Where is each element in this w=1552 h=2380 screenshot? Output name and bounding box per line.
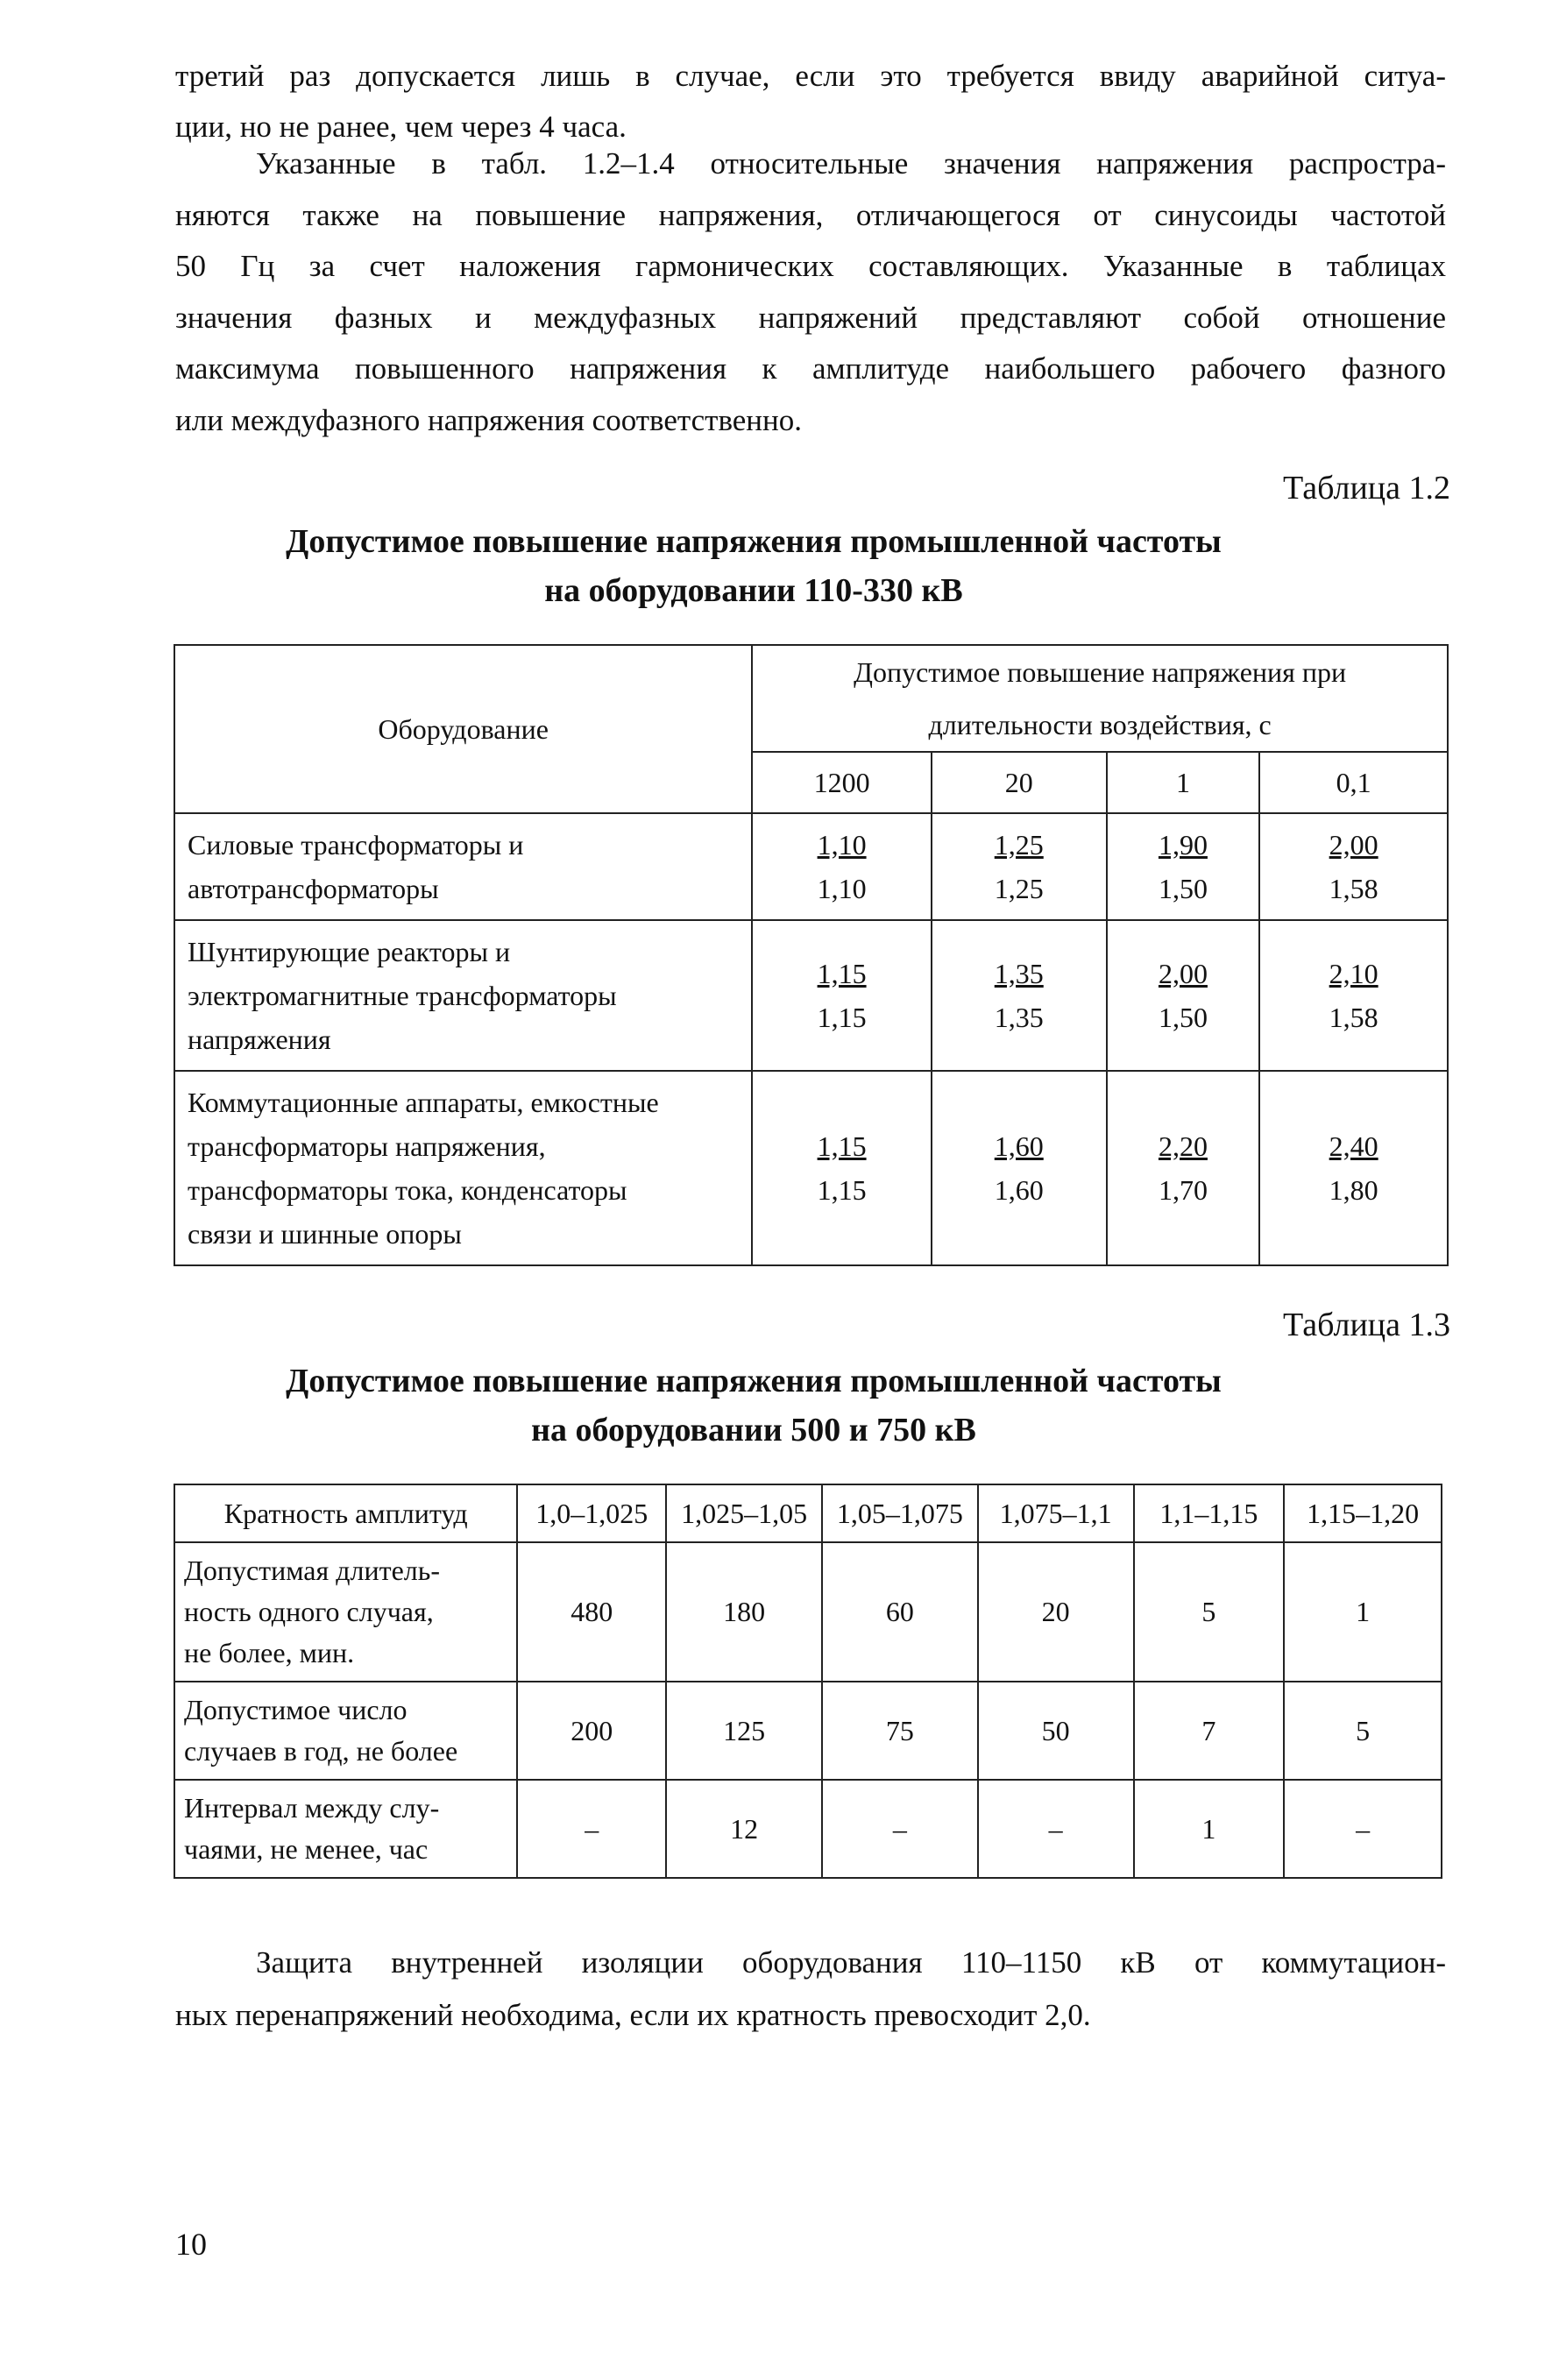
line-value: 1,50	[1158, 873, 1208, 904]
column-header: 1,1–1,15	[1134, 1484, 1285, 1542]
value-cell: 12	[666, 1780, 822, 1878]
line-value: 1,10	[817, 873, 867, 904]
text-line: Защита внутренней изоляции оборудования 110–1150 кВ от коммутацион-	[256, 1945, 1446, 1980]
phase-value: 2,10	[1329, 958, 1378, 989]
value-cell: –	[978, 1780, 1134, 1878]
value-cell: –	[822, 1780, 978, 1878]
text-line: Указанные в табл. 1.2–1.4 относительные значения напряжения распростра-	[256, 146, 1446, 181]
header-line: длительности воздействия, с	[928, 709, 1272, 740]
body-paragraph	[175, 138, 1446, 446]
duration-cell: 0,1	[1259, 752, 1448, 813]
line-value: 1,70	[1158, 1174, 1208, 1206]
value-cell: 5	[1284, 1682, 1442, 1780]
column-header: 1,15–1,20	[1284, 1484, 1442, 1542]
header-label-cell: Кратность амплитуд	[174, 1484, 517, 1542]
duration-cell: 1200	[752, 752, 932, 813]
phase-value: 2,00	[1329, 829, 1378, 861]
value-cell: 180	[666, 1542, 822, 1682]
row-label-cell	[174, 1682, 517, 1780]
table-row	[174, 813, 1448, 920]
column-header: 1,0–1,025	[517, 1484, 666, 1542]
table-row	[174, 1780, 1442, 1878]
value-cell: 7	[1134, 1682, 1285, 1780]
column-header: 1,05–1,075	[822, 1484, 978, 1542]
phase-value: 1,90	[1158, 829, 1208, 861]
line-value: 1,60	[994, 1174, 1044, 1206]
duration-cell: 20	[932, 752, 1107, 813]
row-label-line: Допустимая длитель-	[184, 1555, 440, 1586]
duration-cell: 1	[1107, 752, 1260, 813]
line-value: 1,58	[1329, 873, 1378, 904]
line-value: 1,58	[1329, 1002, 1378, 1033]
value-cell: 50	[978, 1682, 1134, 1780]
value-cell	[752, 813, 932, 920]
equipment-cell	[174, 920, 752, 1071]
text-line: значения фазных и междуфазных напряжений представляют собой отношение	[175, 300, 1446, 335]
equipment-line: Коммутационные аппараты, емкостные	[188, 1087, 659, 1118]
equipment-cell	[174, 1071, 752, 1265]
equipment-line: автотрансформаторы	[188, 873, 439, 904]
text-line: третий раз допускается лишь в случае, если это требуется ввиду аварийной ситуа-	[175, 59, 1446, 93]
text-line: няются также на повышение напряжения, отличающегося от синусоиды частотой	[175, 197, 1446, 232]
equipment-line: напряжения	[188, 1024, 331, 1055]
table-row	[174, 1542, 1442, 1682]
table-row	[174, 1071, 1448, 1265]
table-title-line: Допустимое повышение напряжения промышленной частоты	[286, 523, 1222, 560]
phase-value: 2,00	[1158, 958, 1208, 989]
column-header: 1,025–1,05	[666, 1484, 822, 1542]
line-value: 1,25	[994, 873, 1044, 904]
duration-group-header	[752, 645, 1448, 752]
value-cell: 125	[666, 1682, 822, 1780]
equipment-header: Оборудование	[174, 645, 752, 813]
table-label: Таблица 1.2	[1282, 470, 1450, 506]
table-title-line: на оборудовании 500 и 750 кВ	[531, 1412, 976, 1449]
equipment-line: Шунтирующие реакторы и	[188, 936, 511, 967]
line-value: 1,50	[1158, 1002, 1208, 1033]
table-label: Таблица 1.3	[1282, 1307, 1450, 1343]
page-number: 10	[175, 2227, 207, 2262]
value-cell	[1107, 813, 1260, 920]
equipment-line: Силовые трансформаторы и	[188, 829, 524, 861]
row-label-line: Интервал между слу-	[184, 1792, 440, 1824]
column-header: 1,075–1,1	[978, 1484, 1134, 1542]
value-cell	[752, 920, 932, 1071]
row-label-line: не более, мин.	[184, 1637, 355, 1668]
value-cell: 20	[978, 1542, 1134, 1682]
equipment-cell	[174, 813, 752, 920]
value-cell	[752, 1071, 932, 1265]
phase-value: 1,15	[817, 1130, 867, 1162]
value-cell	[1259, 1071, 1448, 1265]
value-cell: 1	[1284, 1542, 1442, 1682]
value-cell: 60	[822, 1542, 978, 1682]
table-title-line: на оборудовании 110-330 кВ	[544, 572, 963, 609]
value-cell: –	[517, 1780, 666, 1878]
phase-value: 2,20	[1158, 1130, 1208, 1162]
row-label-line: ность одного случая,	[184, 1596, 434, 1627]
line-value: 1,35	[994, 1002, 1044, 1033]
phase-value: 1,15	[817, 958, 867, 989]
header-line: Допустимое повышение напряжения при	[854, 656, 1347, 688]
text-line: ных перенапряжений необходима, если их кратность превосходит 2,0.	[175, 1998, 1091, 2032]
text-line: ции, но не ранее, чем через 4 часа.	[175, 110, 627, 144]
row-label-line: чаями, не менее, час	[184, 1833, 429, 1865]
value-cell	[1107, 920, 1260, 1071]
value-cell: –	[1284, 1780, 1442, 1878]
row-label-cell	[174, 1780, 517, 1878]
row-label-line: случаев в год, не более	[184, 1735, 458, 1767]
value-cell: 75	[822, 1682, 978, 1780]
value-cell	[1107, 1071, 1260, 1265]
table-title	[171, 1356, 1336, 1455]
value-cell	[1259, 813, 1448, 920]
row-label-line: Допустимое число	[184, 1694, 407, 1725]
value-cell	[932, 813, 1107, 920]
table-row	[174, 1682, 1442, 1780]
phase-value: 1,10	[817, 829, 867, 861]
phase-value: 1,60	[994, 1130, 1044, 1162]
value-cell: 200	[517, 1682, 666, 1780]
intro-paragraph	[175, 51, 1446, 152]
value-cell	[932, 1071, 1107, 1265]
conclusion-paragraph	[175, 1937, 1446, 2042]
voltage-table-500-750	[174, 1484, 1442, 1879]
line-value: 1,15	[817, 1174, 867, 1206]
line-value: 1,15	[817, 1002, 867, 1033]
value-cell: 480	[517, 1542, 666, 1682]
value-cell: 1	[1134, 1780, 1285, 1878]
table-row	[174, 920, 1448, 1071]
text-line: или междуфазного напряжения соответственно.	[175, 402, 803, 437]
value-cell	[1259, 920, 1448, 1071]
equipment-line: трансформаторы напряжения,	[188, 1130, 546, 1162]
phase-value: 1,35	[994, 958, 1044, 989]
equipment-line: трансформаторы тока, конденсаторы	[188, 1174, 627, 1206]
phase-value: 2,40	[1329, 1130, 1378, 1162]
text-line: 50 Гц за счет наложения гармонических составляющих. Указанные в таблицах	[175, 249, 1446, 283]
row-label-cell	[174, 1542, 517, 1682]
value-cell	[932, 920, 1107, 1071]
table-title	[171, 517, 1336, 615]
equipment-line: связи и шинные опоры	[188, 1218, 462, 1250]
voltage-table-110-330	[174, 644, 1449, 1266]
phase-value: 1,25	[994, 829, 1044, 861]
table-title-line: Допустимое повышение напряжения промышленной частоты	[286, 1363, 1222, 1399]
value-cell: 5	[1134, 1542, 1285, 1682]
line-value: 1,80	[1329, 1174, 1378, 1206]
equipment-line: электромагнитные трансформаторы	[188, 980, 617, 1011]
text-line: максимума повышенного напряжения к амплитуде наибольшего рабочего фазного	[175, 351, 1446, 386]
